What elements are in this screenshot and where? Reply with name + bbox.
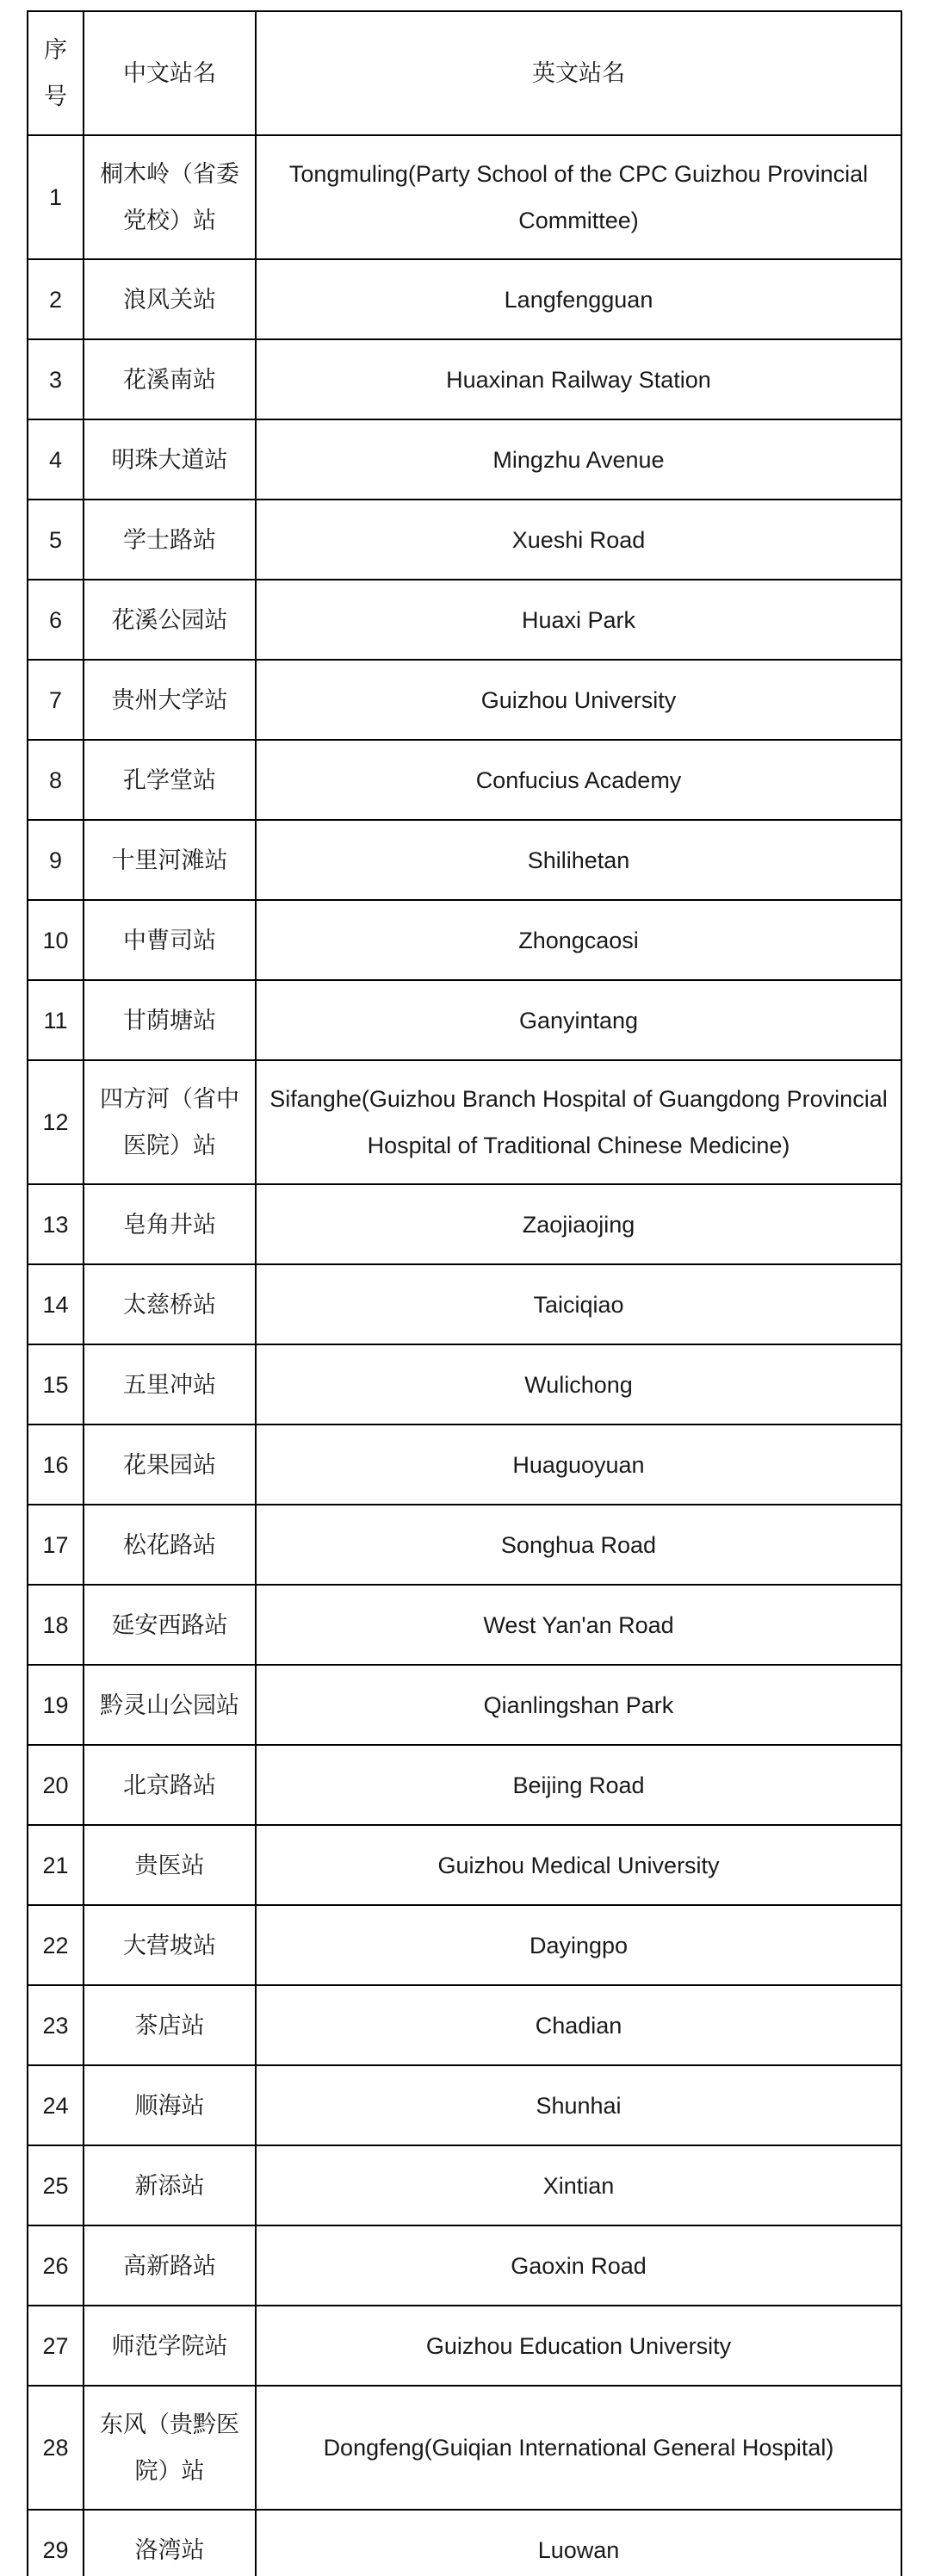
table-row xyxy=(28,900,901,980)
table-row xyxy=(28,1985,901,2065)
chinese-name-cell: 甘荫塘站 xyxy=(84,980,256,1060)
header-index: 序号 xyxy=(28,11,84,135)
chinese-name-cell: 师范学院站 xyxy=(84,2306,256,2386)
row-index-cell: 13 xyxy=(28,1184,84,1264)
english-name-cell: Huaxinan Railway Station xyxy=(256,339,901,419)
english-name-cell: Dongfeng(Guiqian International General Hospital) xyxy=(256,2386,901,2510)
table-row xyxy=(28,1184,901,1264)
chinese-name-cell: 五里冲站 xyxy=(84,1344,256,1425)
table-row xyxy=(28,820,901,900)
table-row xyxy=(28,1060,901,1184)
row-index-cell: 27 xyxy=(28,2306,84,2386)
english-name-cell: Luowan xyxy=(256,2510,901,2576)
chinese-name-cell: 茶店站 xyxy=(84,1985,256,2065)
row-index-cell: 3 xyxy=(28,339,84,419)
row-index-cell: 2 xyxy=(28,259,84,339)
table-row xyxy=(28,2145,901,2225)
table-row xyxy=(28,2225,901,2306)
row-index-cell: 22 xyxy=(28,1905,84,1985)
chinese-name-cell: 贵医站 xyxy=(84,1825,256,1905)
chinese-name-cell: 太慈桥站 xyxy=(84,1264,256,1344)
row-index-cell: 28 xyxy=(28,2386,84,2510)
table-row xyxy=(28,500,901,580)
english-name-cell: Confucius Academy xyxy=(256,740,901,820)
chinese-name-cell: 洛湾站 xyxy=(84,2510,256,2576)
row-index-cell: 19 xyxy=(28,1665,84,1745)
row-index-cell: 12 xyxy=(28,1060,84,1184)
chinese-name-cell: 花溪公园站 xyxy=(84,580,256,660)
header-row xyxy=(28,11,901,135)
english-name-cell: Huaguoyuan xyxy=(256,1425,901,1505)
table-row xyxy=(28,580,901,660)
english-name-cell: Ganyintang xyxy=(256,980,901,1060)
row-index-cell: 15 xyxy=(28,1344,84,1425)
table-row xyxy=(28,1905,901,1985)
table-row xyxy=(28,1425,901,1505)
row-index-cell: 23 xyxy=(28,1985,84,2065)
chinese-name-cell: 明珠大道站 xyxy=(84,419,256,500)
row-index-cell: 8 xyxy=(28,740,84,820)
row-index-cell: 17 xyxy=(28,1505,84,1585)
table-row xyxy=(28,339,901,419)
chinese-name-cell: 贵州大学站 xyxy=(84,660,256,740)
table-row xyxy=(28,1505,901,1585)
english-name-cell: Zhongcaosi xyxy=(256,900,901,980)
row-index-cell: 5 xyxy=(28,500,84,580)
row-index-cell: 18 xyxy=(28,1585,84,1665)
english-name-cell: Guizhou University xyxy=(256,660,901,740)
chinese-name-cell: 中曹司站 xyxy=(84,900,256,980)
table-row xyxy=(28,419,901,500)
english-name-cell: Tongmuling(Party School of the CPC Guizhou Provincial Committee) xyxy=(256,135,901,259)
english-name-cell: Wulichong xyxy=(256,1344,901,1425)
english-name-cell: Gaoxin Road xyxy=(256,2225,901,2306)
chinese-name-cell: 四方河（省中医院）站 xyxy=(84,1060,256,1184)
english-name-cell: Shunhai xyxy=(256,2065,901,2145)
table-row xyxy=(28,2065,901,2145)
row-index-cell: 14 xyxy=(28,1264,84,1344)
chinese-name-cell: 花果园站 xyxy=(84,1425,256,1505)
row-index-cell: 7 xyxy=(28,660,84,740)
table-body xyxy=(28,135,901,2576)
row-index-cell: 26 xyxy=(28,2225,84,2306)
row-index-cell: 29 xyxy=(28,2510,84,2576)
english-name-cell: Dayingpo xyxy=(256,1905,901,1985)
chinese-name-cell: 黔灵山公园站 xyxy=(84,1665,256,1745)
english-name-cell: Guizhou Education University xyxy=(256,2306,901,2386)
chinese-name-cell: 东风（贵黔医院）站 xyxy=(84,2386,256,2510)
table-row xyxy=(28,1665,901,1745)
chinese-name-cell: 高新路站 xyxy=(84,2225,256,2306)
row-index-cell: 1 xyxy=(28,135,84,259)
table-row xyxy=(28,135,901,259)
chinese-name-cell: 十里河滩站 xyxy=(84,820,256,900)
row-index-cell: 24 xyxy=(28,2065,84,2145)
row-index-cell: 11 xyxy=(28,980,84,1060)
table-row xyxy=(28,2386,901,2510)
chinese-name-cell: 北京路站 xyxy=(84,1745,256,1825)
table-row xyxy=(28,1825,901,1905)
row-index-cell: 9 xyxy=(28,820,84,900)
row-index-cell: 21 xyxy=(28,1825,84,1905)
chinese-name-cell: 皂角井站 xyxy=(84,1184,256,1264)
english-name-cell: Shilihetan xyxy=(256,820,901,900)
table-row xyxy=(28,660,901,740)
table-row xyxy=(28,980,901,1060)
row-index-cell: 6 xyxy=(28,580,84,660)
table-row xyxy=(28,1264,901,1344)
row-index-cell: 16 xyxy=(28,1425,84,1505)
header-chinese-name: 中文站名 xyxy=(84,11,256,135)
table-row xyxy=(28,1344,901,1425)
english-name-cell: Mingzhu Avenue xyxy=(256,419,901,500)
chinese-name-cell: 孔学堂站 xyxy=(84,740,256,820)
table-row xyxy=(28,740,901,820)
table-row xyxy=(28,2510,901,2576)
chinese-name-cell: 松花路站 xyxy=(84,1505,256,1585)
english-name-cell: Qianlingshan Park xyxy=(256,1665,901,1745)
chinese-name-cell: 大营坡站 xyxy=(84,1905,256,1985)
row-index-cell: 4 xyxy=(28,419,84,500)
table-row xyxy=(28,259,901,339)
english-name-cell: West Yan'an Road xyxy=(256,1585,901,1665)
english-name-cell: Xueshi Road xyxy=(256,500,901,580)
english-name-cell: Zaojiaojing xyxy=(256,1184,901,1264)
english-name-cell: Chadian xyxy=(256,1985,901,2065)
english-name-cell: Sifanghe(Guizhou Branch Hospital of Guangdong Provincial Hospital of Traditional Chinese Medicine) xyxy=(256,1060,901,1184)
english-name-cell: Xintian xyxy=(256,2145,901,2225)
english-name-cell: Songhua Road xyxy=(256,1505,901,1585)
header-english-name: 英文站名 xyxy=(256,11,901,135)
english-name-cell: Guizhou Medical University xyxy=(256,1825,901,1905)
english-name-cell: Beijing Road xyxy=(256,1745,901,1825)
row-index-cell: 25 xyxy=(28,2145,84,2225)
row-index-cell: 10 xyxy=(28,900,84,980)
table-row xyxy=(28,2306,901,2386)
chinese-name-cell: 学士路站 xyxy=(84,500,256,580)
chinese-name-cell: 浪风关站 xyxy=(84,259,256,339)
english-name-cell: Langfengguan xyxy=(256,259,901,339)
chinese-name-cell: 延安西路站 xyxy=(84,1585,256,1665)
table-row xyxy=(28,1745,901,1825)
chinese-name-cell: 新添站 xyxy=(84,2145,256,2225)
table-row xyxy=(28,1585,901,1665)
chinese-name-cell: 花溪南站 xyxy=(84,339,256,419)
english-name-cell: Huaxi Park xyxy=(256,580,901,660)
chinese-name-cell: 顺海站 xyxy=(84,2065,256,2145)
station-name-table xyxy=(27,10,902,2576)
english-name-cell: Taiciqiao xyxy=(256,1264,901,1344)
row-index-cell: 20 xyxy=(28,1745,84,1825)
chinese-name-cell: 桐木岭（省委党校）站 xyxy=(84,135,256,259)
